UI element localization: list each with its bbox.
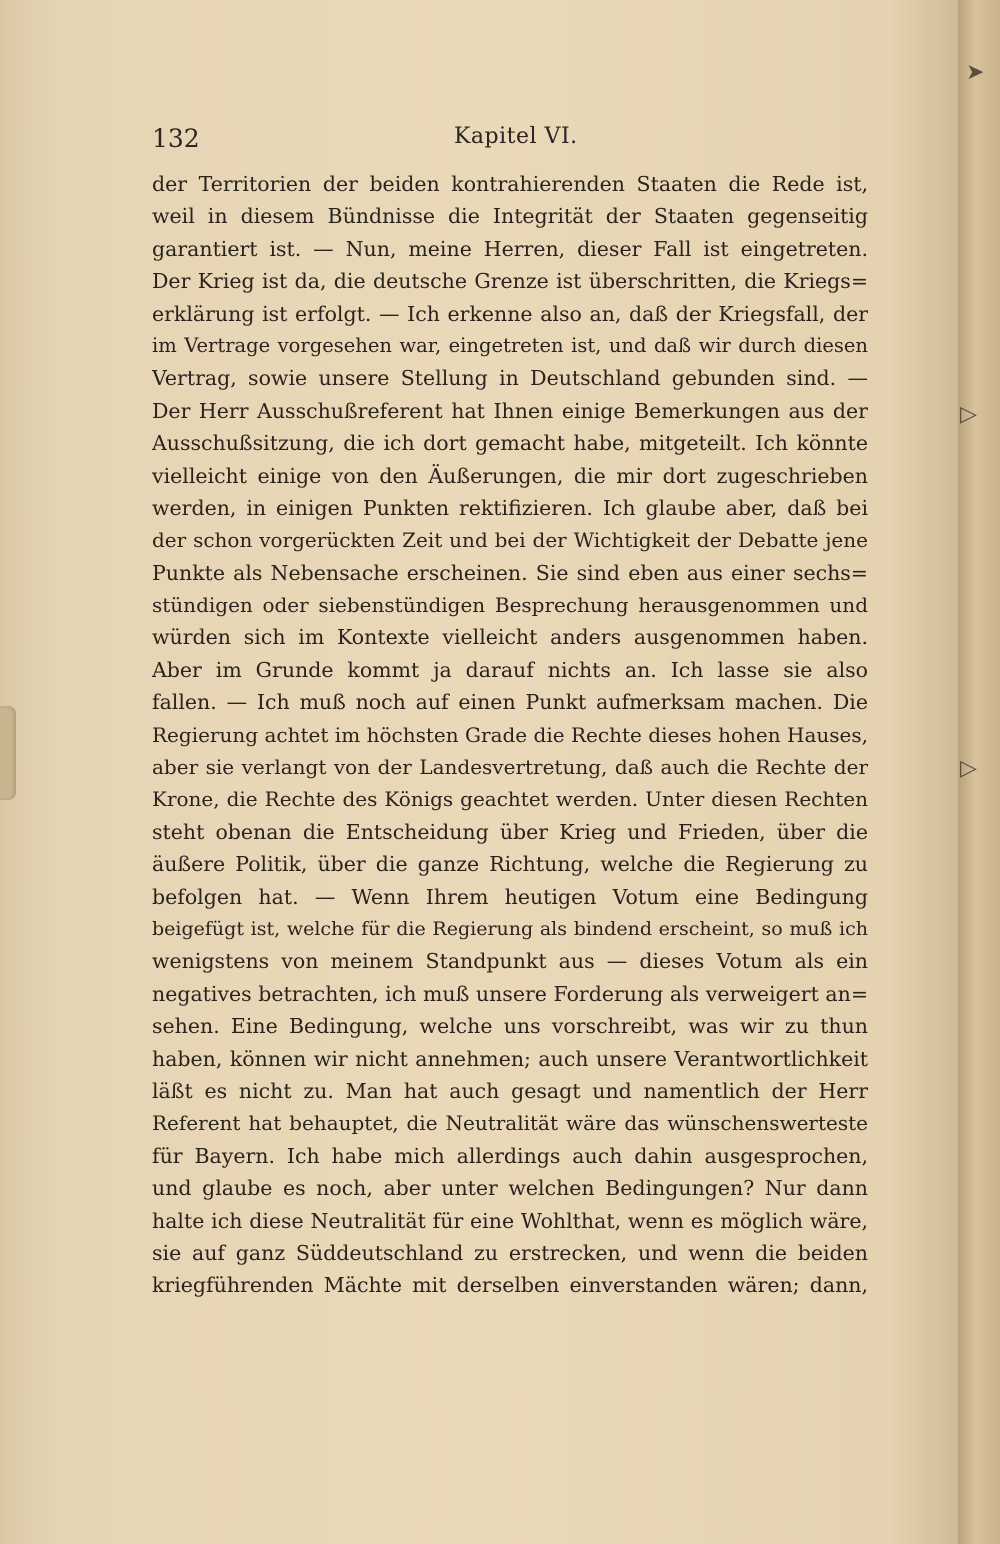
page-tab xyxy=(0,706,16,800)
text-line: negatives betrachten, ich muß unsere Forderung als verweigert an= xyxy=(152,981,868,1006)
text-line: steht obenan die Entscheidung über Krieg und Frieden, über die xyxy=(152,819,868,844)
text-line: Referent hat behauptet, die Neutralität wäre das wünschenswerteste xyxy=(152,1111,868,1136)
page-header xyxy=(152,118,872,162)
text-line: äußere Politik, über die ganze Richtung, welche die Regierung zu xyxy=(152,852,868,877)
text-line: der schon vorgerückten Zeit und bei der Wichtigkeit der Debatte jene xyxy=(152,528,868,553)
text-line: kriegführenden Mächte mit derselben einverstanden wären; dann, xyxy=(152,1273,868,1298)
arrow-right-icon: ▷ xyxy=(960,402,977,427)
text-line: werden, in einigen Punkten rektifizieren. Ich glaube aber, daß bei xyxy=(152,495,868,520)
text-line: für Bayern. Ich habe mich allerdings auch dahin ausgesprochen, xyxy=(152,1143,868,1168)
text-line: sehen. Eine Bedingung, welche uns vorschreibt, was wir zu thun xyxy=(152,1014,868,1039)
text-line: würden sich im Kontexte vielleicht anders ausgenommen haben. xyxy=(152,625,868,650)
text-line: Der Herr Ausschußreferent hat Ihnen einige Bemerkungen aus der xyxy=(152,398,868,423)
text-line: Vertrag, sowie unsere Stellung in Deutschland gebunden sind. — xyxy=(152,366,868,391)
arrow-right-icon: ▷ xyxy=(960,756,977,781)
text-line: fallen. — Ich muß noch auf einen Punkt aufmerksam machen. Die xyxy=(152,690,868,715)
text-line: im Vertrage vorgesehen war, eingetreten ist, und daß wir durch diesen xyxy=(152,333,868,357)
text-line: weil in diesem Bündnisse die Integrität der Staaten gegenseitig xyxy=(152,204,868,229)
text-line: sie auf ganz Süddeutschland zu erstrecken, und wenn die beiden xyxy=(152,1240,868,1265)
text-line: der Territorien der beiden kontrahierenden Staaten die Rede ist, xyxy=(152,172,868,196)
text-line: beigefügt ist, welche für die Regierung als bindend erscheint, so muß ich xyxy=(152,917,868,940)
text-line: vielleicht einige von den Äußerungen, die mir dort zugeschrieben xyxy=(152,463,868,488)
text-line: stündigen oder siebenstündigen Besprechung herausgenommen und xyxy=(152,593,868,618)
text-line: Punkte als Nebensache erscheinen. Sie sind eben aus einer sechs= xyxy=(152,560,868,585)
running-head: Kapitel VI. xyxy=(454,124,578,149)
text-line: aber sie verlangt von der Landesvertretung, daß auch die Rechte der xyxy=(152,755,868,780)
text-line: haben, können wir nicht annehmen; auch unsere Verantwortlichkeit xyxy=(152,1046,868,1071)
text-line: Regierung achtet im höchsten Grade die Rechte dieses hohen Hauses, xyxy=(152,722,868,747)
text-line: Aber im Grunde kommt ja darauf nichts an. Ich lasse sie also xyxy=(152,657,868,682)
text-line: und glaube es noch, aber unter welchen Bedingungen? Nur dann xyxy=(152,1176,868,1201)
page-edge xyxy=(958,0,1000,1544)
text-line: läßt es nicht zu. Man hat auch gesagt und namentlich der Herr xyxy=(152,1078,868,1103)
text-line: Der Krieg ist da, die deutsche Grenze ist überschritten, die Kriegs= xyxy=(152,269,868,294)
text-line: erklärung ist erfolgt. — Ich erkenne also an, daß der Kriegsfall, der xyxy=(152,301,868,326)
body-text xyxy=(152,168,868,1302)
text-line: Krone, die Rechte des Königs geachtet werden. Unter diesen Rechten xyxy=(152,787,868,812)
text-line: garantiert ist. — Nun, meine Herren, dieser Fall ist eingetreten. xyxy=(152,236,868,261)
page-number: 132 xyxy=(152,124,200,153)
arrow-right-icon: ➤ xyxy=(966,60,985,85)
text-line: Ausschußsitzung, die ich dort gemacht habe, mitgeteilt. Ich könnte xyxy=(152,431,868,456)
text-line: befolgen hat. — Wenn Ihrem heutigen Votum eine Bedingung xyxy=(152,884,868,909)
text-line: halte ich diese Neutralität für eine Wohlthat, wenn es möglich wäre, xyxy=(152,1208,868,1233)
text-line: wenigstens von meinem Standpunkt aus — dieses Votum als ein xyxy=(152,949,868,974)
